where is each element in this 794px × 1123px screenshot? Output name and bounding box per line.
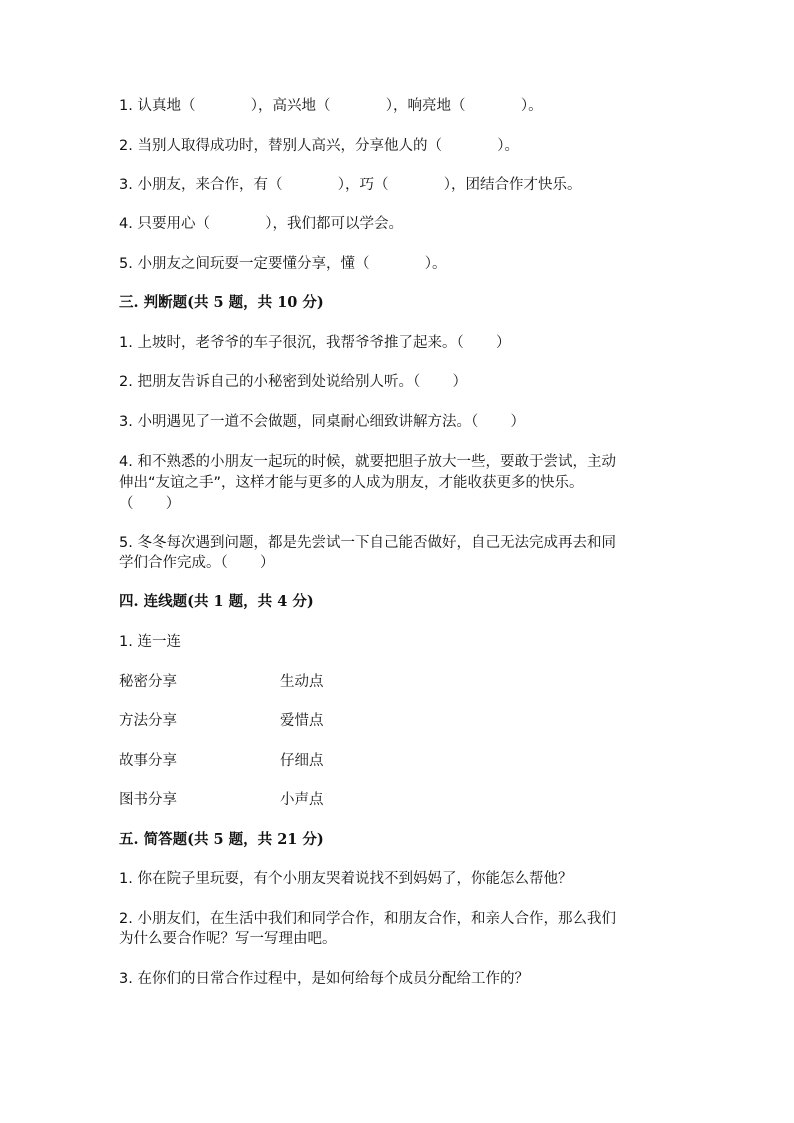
judge-item-4-line-1: 4. 和不熟悉的小朋友一起玩的时候，就要把胆子放大一些，要敢于尝试，主动 bbox=[119, 454, 616, 470]
match-left-item-1: 秘密分享 bbox=[119, 674, 177, 690]
short-answer-section-heading: 五. 简答题(共 5 题，共 21 分) bbox=[119, 831, 324, 848]
fill-blank-item-2: 2. 当别人取得成功时，替别人高兴，分享他人的（ ）。 bbox=[119, 138, 520, 154]
fill-blank-item-1: 1. 认真地（ ），高兴地（ ），响亮地（ ）。 bbox=[119, 98, 543, 114]
judge-item-5-line-1: 5. 冬冬每次遇到问题，都是先尝试一下自己能否做好，自己无法完成再去和同 bbox=[119, 535, 616, 551]
judge-item-4-line-2: 伸出“友谊之手”，这样才能与更多的人成为朋友，才能收获更多的快乐。 bbox=[119, 475, 584, 491]
match-left-item-2: 方法分享 bbox=[119, 713, 177, 729]
match-right-item-2: 爱惜点 bbox=[280, 713, 324, 729]
match-prompt: 1. 连一连 bbox=[119, 634, 181, 650]
match-right-item-3: 仔细点 bbox=[280, 753, 324, 769]
judge-item-1: 1. 上坡时，老爷爷的车子很沉，我帮爷爷推了起来。（ ） bbox=[119, 335, 511, 351]
fill-blank-item-5: 5. 小朋友之间玩耍一定要懂分享，懂（ ）。 bbox=[119, 256, 447, 272]
fill-blank-item-3: 3. 小朋友，来合作，有（ ），巧（ ），团结合作才快乐。 bbox=[119, 177, 582, 193]
short-answer-item-2-line-1: 2. 小朋友们，在生活中我们和同学合作，和朋友合作，和亲人合作，那么我们 bbox=[119, 911, 616, 927]
match-right-item-4: 小声点 bbox=[280, 792, 324, 808]
short-answer-item-2-line-2: 为什么要合作呢？写一写理由吧。 bbox=[119, 931, 337, 947]
judge-item-2: 2. 把朋友告诉自己的小秘密到处说给别人听。（ ） bbox=[119, 374, 467, 390]
fill-blank-item-4: 4. 只要用心（ ），我们都可以学会。 bbox=[119, 216, 404, 232]
judge-section-heading: 三. 判断题(共 5 题，共 10 分) bbox=[119, 294, 324, 311]
short-answer-item-3: 3. 在你们的日常合作过程中，是如何给每个成员分配给工作的？ bbox=[119, 971, 529, 987]
judge-item-4-line-3: （ ） bbox=[119, 496, 181, 512]
short-answer-item-1: 1. 你在院子里玩耍，有个小朋友哭着说找不到妈妈了，你能怎么帮他？ bbox=[119, 871, 573, 887]
judge-item-5-line-2: 学们合作完成。（ ） bbox=[119, 555, 275, 571]
judge-item-3: 3. 小明遇见了一道不会做题，同桌耐心细致讲解方法。（ ） bbox=[119, 414, 525, 430]
match-right-item-1: 生动点 bbox=[280, 674, 324, 690]
match-section-heading: 四. 连线题(共 1 题，共 4 分) bbox=[119, 593, 314, 610]
match-left-item-4: 图书分享 bbox=[119, 792, 177, 808]
match-left-item-3: 故事分享 bbox=[119, 753, 177, 769]
